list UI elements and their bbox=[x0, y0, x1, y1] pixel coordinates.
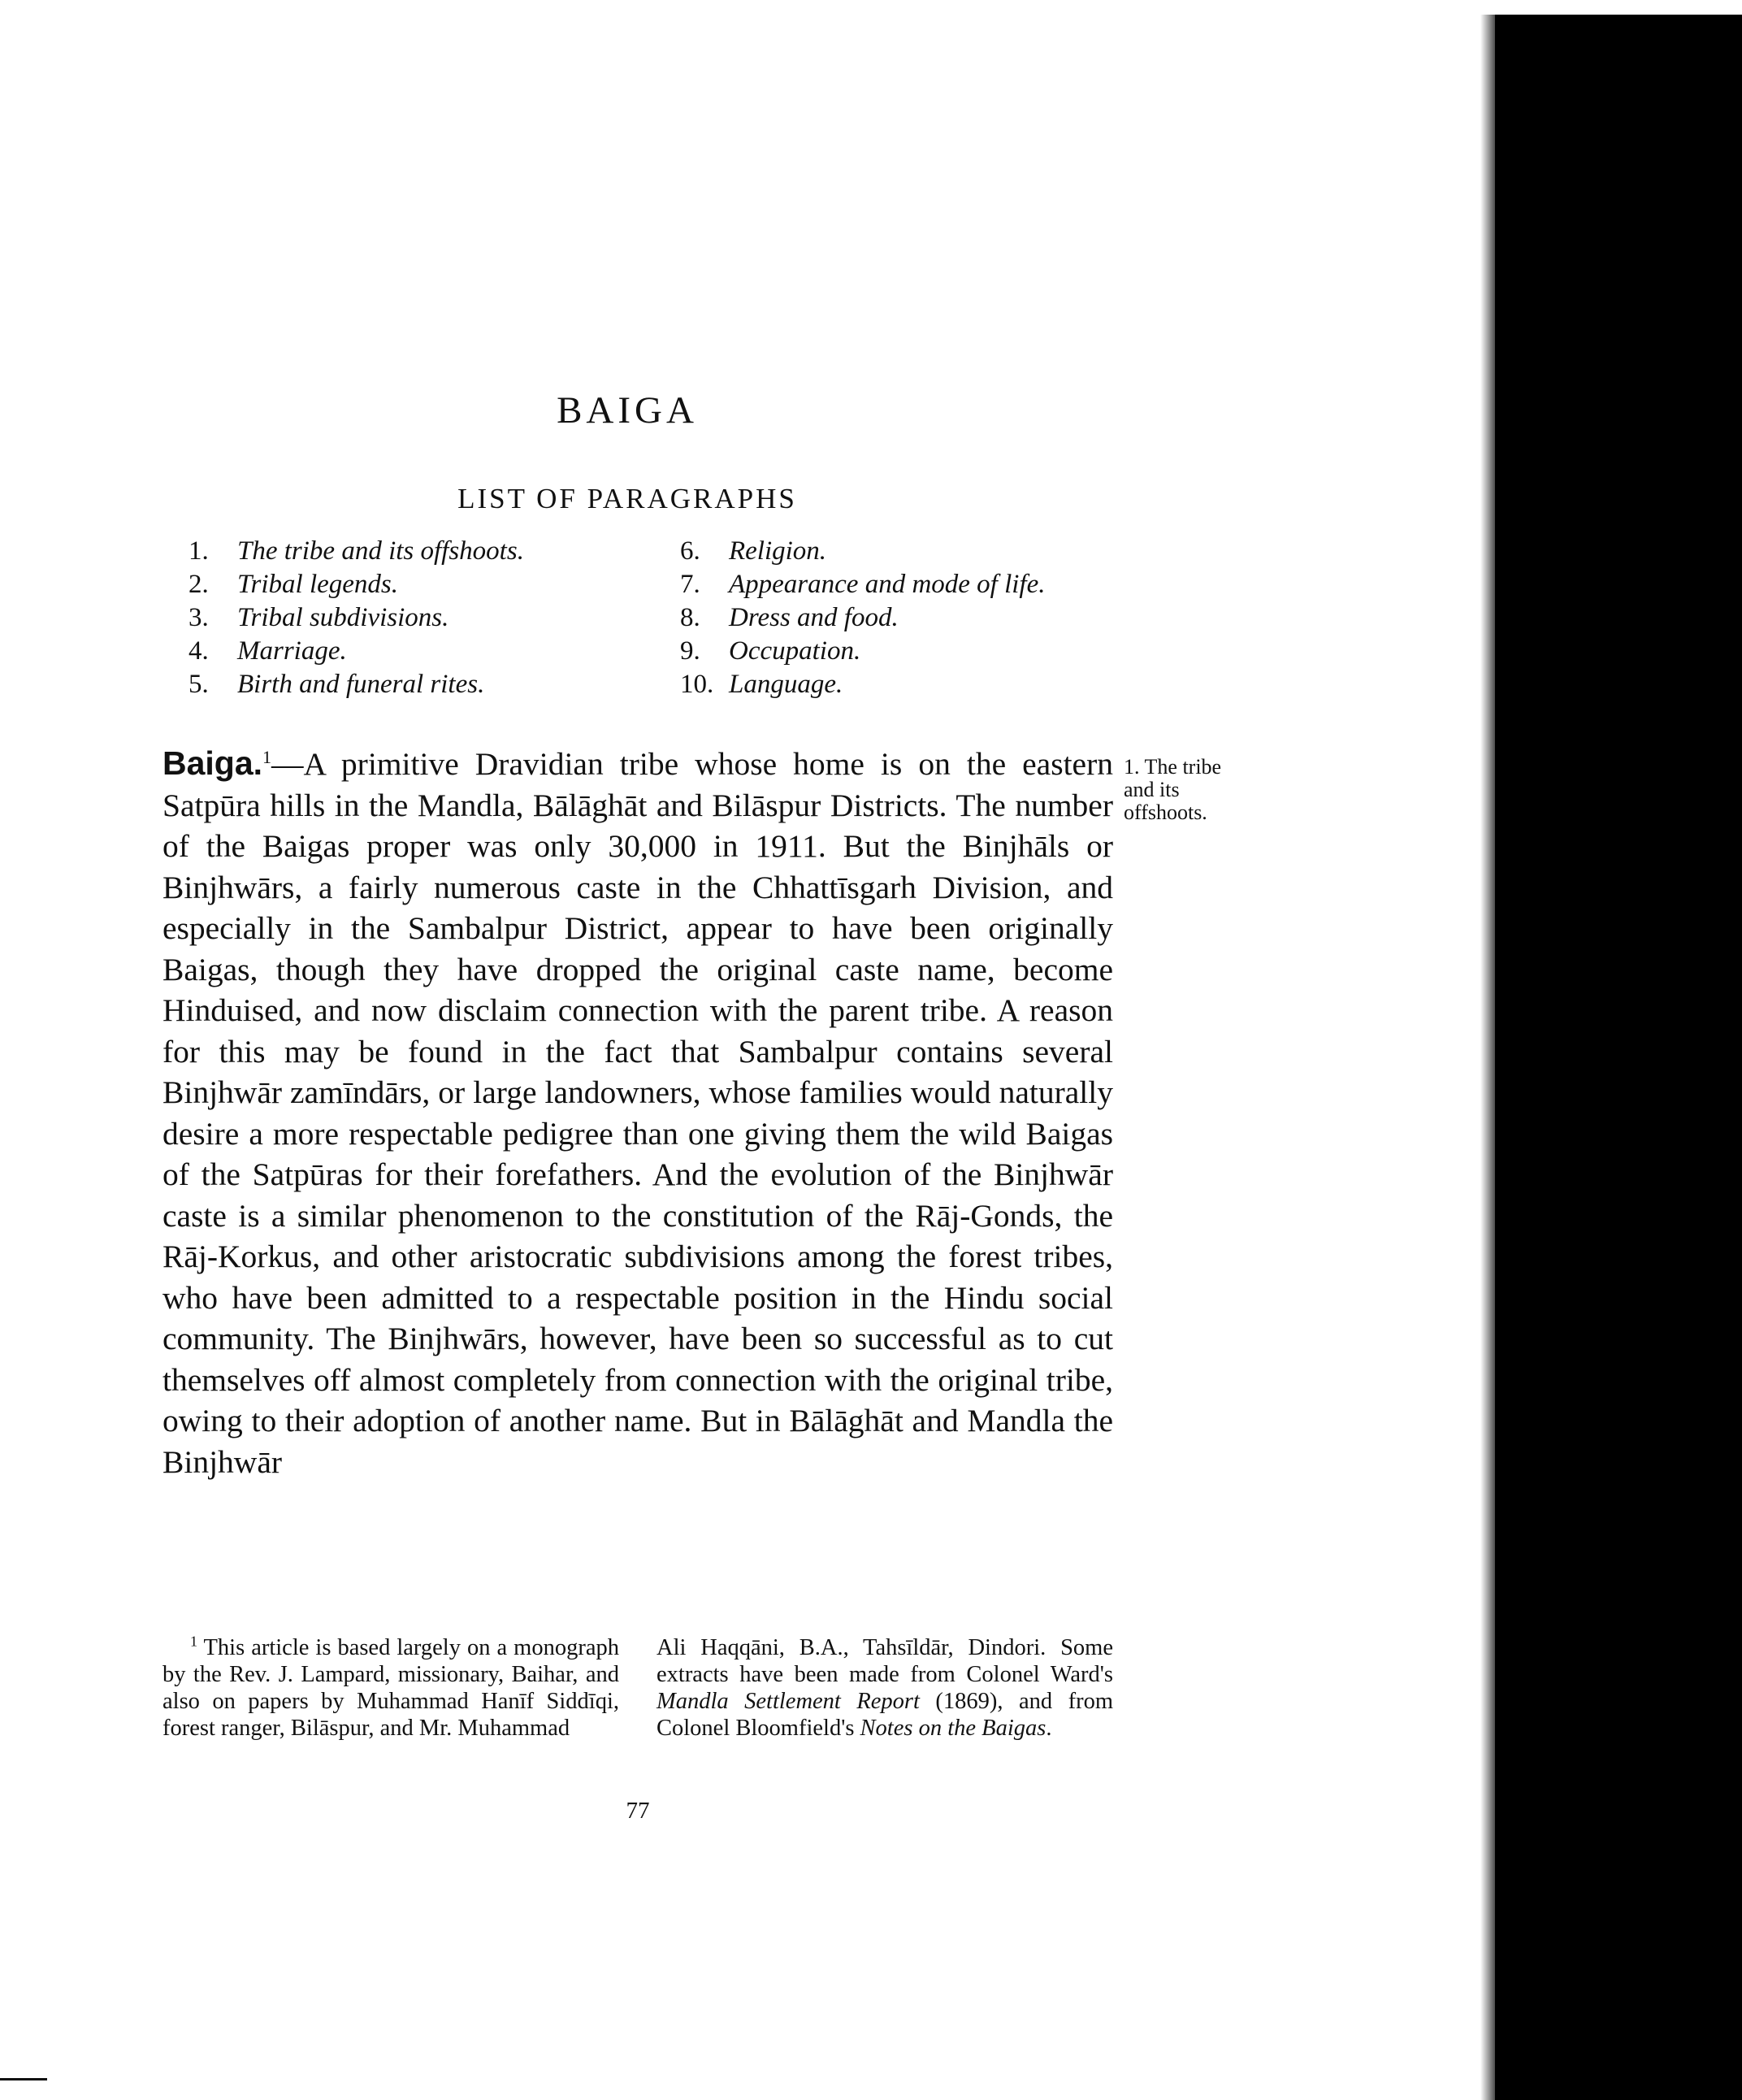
list-item-label: Birth and funeral rites. bbox=[237, 670, 485, 699]
paragraph-list-right bbox=[680, 535, 1046, 701]
list-item-label: The tribe and its offshoots. bbox=[237, 536, 524, 566]
list-item bbox=[680, 668, 1046, 701]
page-title: BAIGA bbox=[557, 389, 698, 432]
paragraph-list bbox=[188, 535, 1164, 709]
body-paragraph bbox=[162, 743, 1113, 1482]
list-item-number: 2. bbox=[188, 570, 209, 599]
body-text: —A primitive Dravidian tribe whose home is on the eastern Satpūra hills in the Mandla, Bālāghāt and Bilāspur Districts. The number of the Baigas proper was only 30,000 in 1911. But the Binjhāls or Binjhwārs, a fairly numerous caste in the Chhattīsgarh Division, and especially in the Sambalpur District, appear to have been originally Baigas, though they have dropped the original caste name, become Hinduised, and now disclaim connection with the parent tribe. A reason for this may be found in the fact that Sambalpur contains several Binjhwār zamīndārs, or large landowners, whose families would naturally desire a more respectable pedigree than one giving them the wild Baigas of the Satpūras for their forefathers. And the evolution of the Binjhwār caste is a similar phenomenon to the constitution of the Rāj-Gonds, the Rāj-Korkus, and other aristocratic subdivisions among the forest tribes, who have been admitted to a respectable position in the Hindu social community. The Binjhwārs, however, have been so successful as to cut themselves off almost completely from connection with the original tribe, owing to their adoption of another name. But in Bālāghāt and Mandla the Binjhwār bbox=[162, 746, 1113, 1480]
list-item-number: 10. bbox=[680, 670, 714, 699]
list-item-number: 3. bbox=[188, 603, 209, 632]
footnote-title: Mandla Settlement Report bbox=[656, 1689, 920, 1714]
list-item-label: Tribal legends. bbox=[237, 570, 399, 599]
list-item bbox=[188, 601, 524, 635]
list-item-number: 5. bbox=[188, 670, 209, 699]
scan-edge bbox=[1495, 15, 1742, 2100]
list-heading: LIST OF PARAGRAPHS bbox=[457, 483, 797, 514]
list-item-label: Marriage. bbox=[237, 636, 347, 666]
list-item-label: Appearance and mode of life. bbox=[729, 570, 1046, 599]
scan-mark bbox=[0, 2078, 47, 2080]
list-item-number: 7. bbox=[680, 570, 700, 599]
list-item-label: Language. bbox=[729, 670, 843, 699]
list-item bbox=[188, 535, 524, 568]
list-item-number: 8. bbox=[680, 603, 700, 632]
list-item-label: Religion. bbox=[729, 536, 827, 566]
margin-note: 1. The tribe and its offshoots. bbox=[1124, 755, 1222, 824]
list-item-number: 9. bbox=[680, 636, 700, 666]
footnote-title: Notes on the Baigas bbox=[860, 1716, 1046, 1741]
footnote-right-column bbox=[656, 1634, 1113, 1742]
footnote-reference: 1 bbox=[262, 746, 272, 767]
list-item-number: 6. bbox=[680, 536, 700, 566]
list-item-label: Dress and food. bbox=[729, 603, 899, 632]
footnote-text: Ali Haqqāni, B.A., Tahsīldār, Dindori. Some extracts have been made from Colonel Ward's bbox=[656, 1635, 1113, 1687]
lead-word: Baiga. bbox=[162, 744, 263, 782]
list-item bbox=[188, 568, 524, 601]
list-item bbox=[680, 601, 1046, 635]
footnote-text: This article is based largely on a monograph by the Rev. J. Lampard, missionary, Baihar, and also on papers by Muhammad Hanīf Siddīqi, forest ranger, Bilāspur, and Mr. Muhammad bbox=[162, 1635, 619, 1741]
list-item bbox=[680, 568, 1046, 601]
list-item-number: 4. bbox=[188, 636, 209, 666]
footnote-left-column bbox=[162, 1634, 619, 1742]
footnote-text: (1869), and from Colonel Bloomfield's bbox=[656, 1689, 1114, 1741]
list-item-label: Tribal subdivisions. bbox=[237, 603, 449, 632]
page-number: 77 bbox=[626, 1798, 650, 1824]
paragraph-list-left bbox=[188, 535, 524, 701]
footnotes bbox=[162, 1634, 1113, 1797]
list-item bbox=[188, 635, 524, 668]
footnote-text: . bbox=[1046, 1716, 1052, 1741]
list-item-number: 1. bbox=[188, 536, 209, 566]
list-item bbox=[188, 668, 524, 701]
list-item-label: Occupation. bbox=[729, 636, 861, 666]
list-item bbox=[680, 635, 1046, 668]
list-item bbox=[680, 535, 1046, 568]
footnote-mark: 1 bbox=[190, 1633, 197, 1650]
